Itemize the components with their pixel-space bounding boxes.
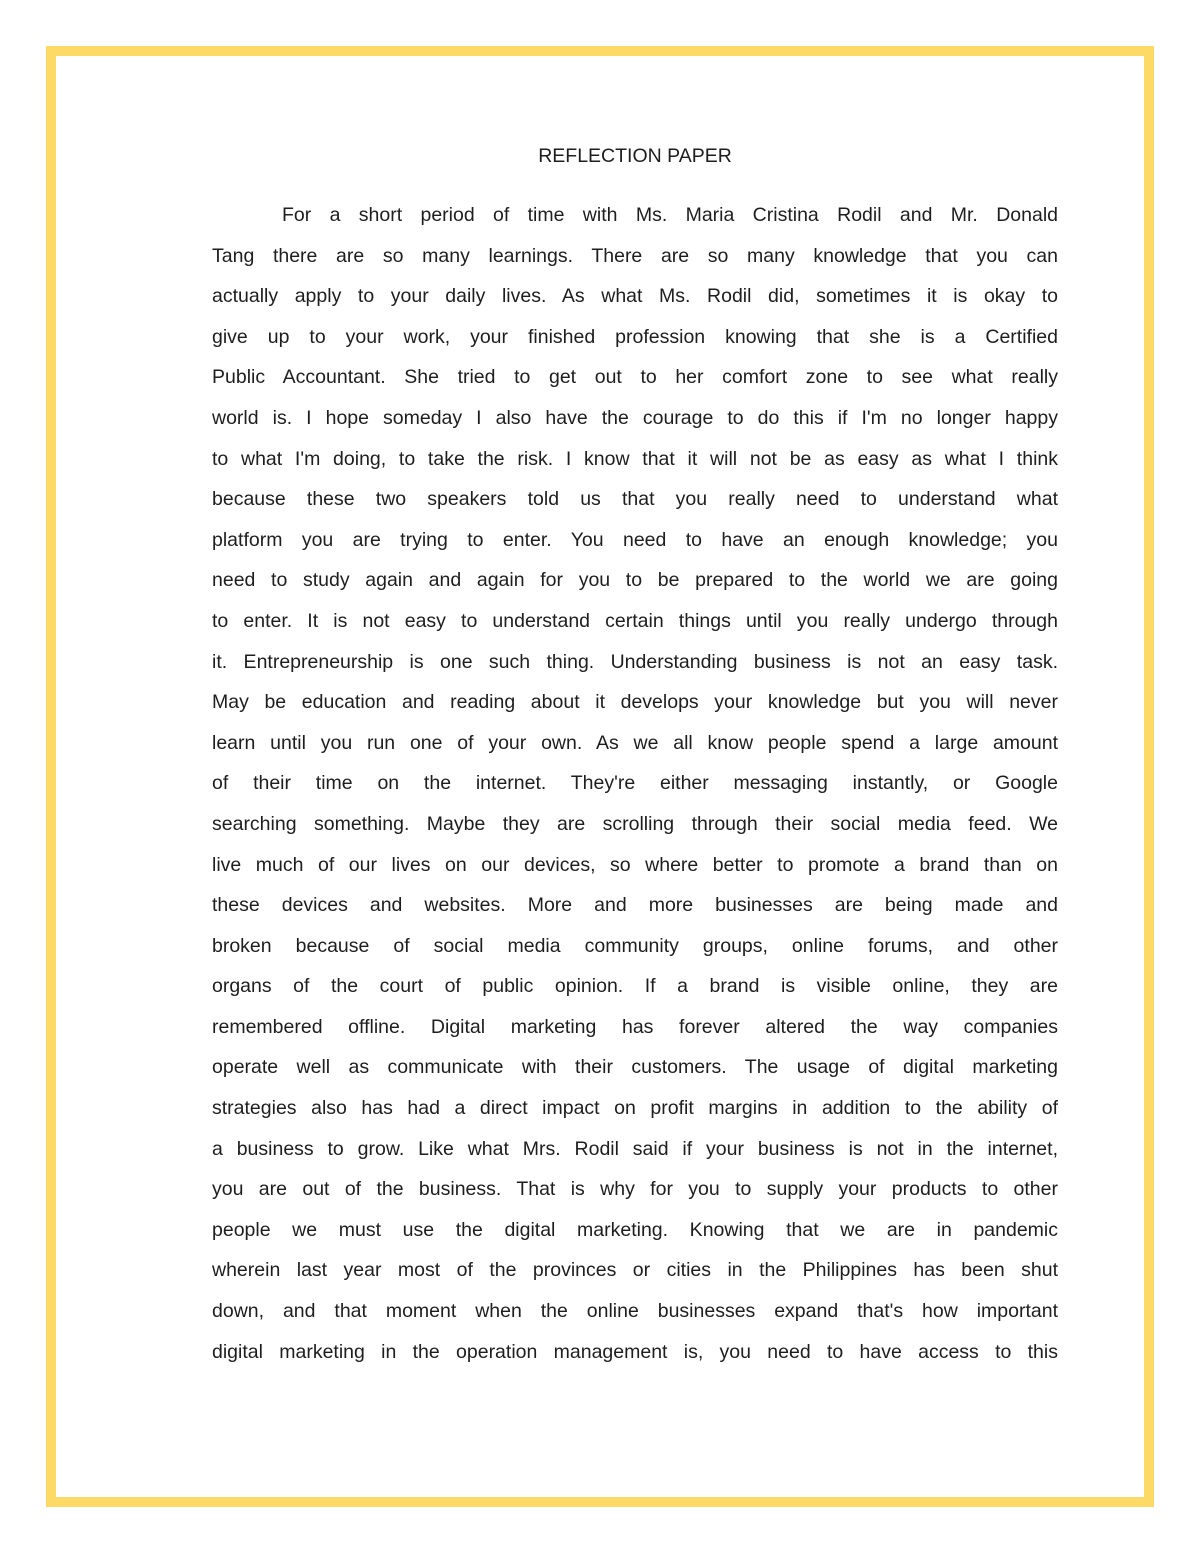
- paragraph-line: May be education and reading about it develops your knowledge but you will never: [212, 691, 1058, 714]
- paragraph-line: broken because of social media community groups, online forums, and other: [212, 934, 1058, 957]
- paragraph-line: of their time on the internet. They're either messaging instantly, or Google: [212, 772, 1058, 795]
- paragraph-line: digital marketing in the operation management is, you need to have access to this: [212, 1340, 1058, 1363]
- paragraph-line: Tang there are so many learnings. There are so many knowledge that you can: [212, 244, 1058, 267]
- paragraph-line: down, and that moment when the online businesses expand that's how important: [212, 1300, 1058, 1323]
- paragraph-line: actually apply to your daily lives. As what Ms. Rodil did, sometimes it is okay to: [212, 285, 1058, 308]
- paragraph-line: operate well as communicate with their customers. The usage of digital marketing: [212, 1056, 1058, 1079]
- paragraph-line: wherein last year most of the provinces or cities in the Philippines has been shut: [212, 1259, 1058, 1282]
- paragraph-line: it. Entrepreneurship is one such thing. Understanding business is not an easy task.: [212, 650, 1058, 673]
- paragraph-line: need to study again and again for you to be prepared to the world we are going: [212, 569, 1058, 592]
- paragraph-line: to what I'm doing, to take the risk. I know that it will not be as easy as what I think: [212, 447, 1058, 470]
- paragraph-line: remembered offline. Digital marketing has forever altered the way companies: [212, 1015, 1058, 1038]
- paragraph-line: strategies also has had a direct impact on profit margins in addition to the ability of: [212, 1097, 1058, 1120]
- paragraph-line: Public Accountant. She tried to get out to her comfort zone to see what really: [212, 366, 1058, 389]
- paragraph-line: platform you are trying to enter. You need to have an enough knowledge; you: [212, 528, 1058, 551]
- paragraph-line: you are out of the business. That is why for you to supply your products to other: [212, 1178, 1058, 1201]
- paragraph-line: to enter. It is not easy to understand certain things until you really undergo through: [212, 609, 1058, 632]
- paragraph-line: a business to grow. Like what Mrs. Rodil said if your business is not in the internet,: [212, 1137, 1058, 1160]
- paragraph-line: these devices and websites. More and more businesses are being made and: [212, 894, 1058, 917]
- paragraph-line: For a short period of time with Ms. Maria Cristina Rodil and Mr. Donald: [282, 204, 1058, 226]
- paragraph-line: give up to your work, your finished profession knowing that she is a Certified: [212, 325, 1058, 348]
- body-paragraph: [212, 195, 1058, 1372]
- paragraph-line: organs of the court of public opinion. If a brand is visible online, they are: [212, 975, 1058, 998]
- paragraph-line: world is. I hope someday I also have the courage to do this if I'm no longer happy: [212, 406, 1058, 429]
- paragraph-line: live much of our lives on our devices, so where better to promote a brand than on: [212, 853, 1058, 876]
- paragraph-line: people we must use the digital marketing. Knowing that we are in pandemic: [212, 1218, 1058, 1241]
- document-title: REFLECTION PAPER: [538, 145, 732, 167]
- paragraph-line: learn until you run one of your own. As we all know people spend a large amount: [212, 731, 1058, 754]
- paragraph-line: searching something. Maybe they are scrolling through their social media feed. We: [212, 812, 1058, 835]
- paragraph-line: because these two speakers told us that you really need to understand what: [212, 488, 1058, 511]
